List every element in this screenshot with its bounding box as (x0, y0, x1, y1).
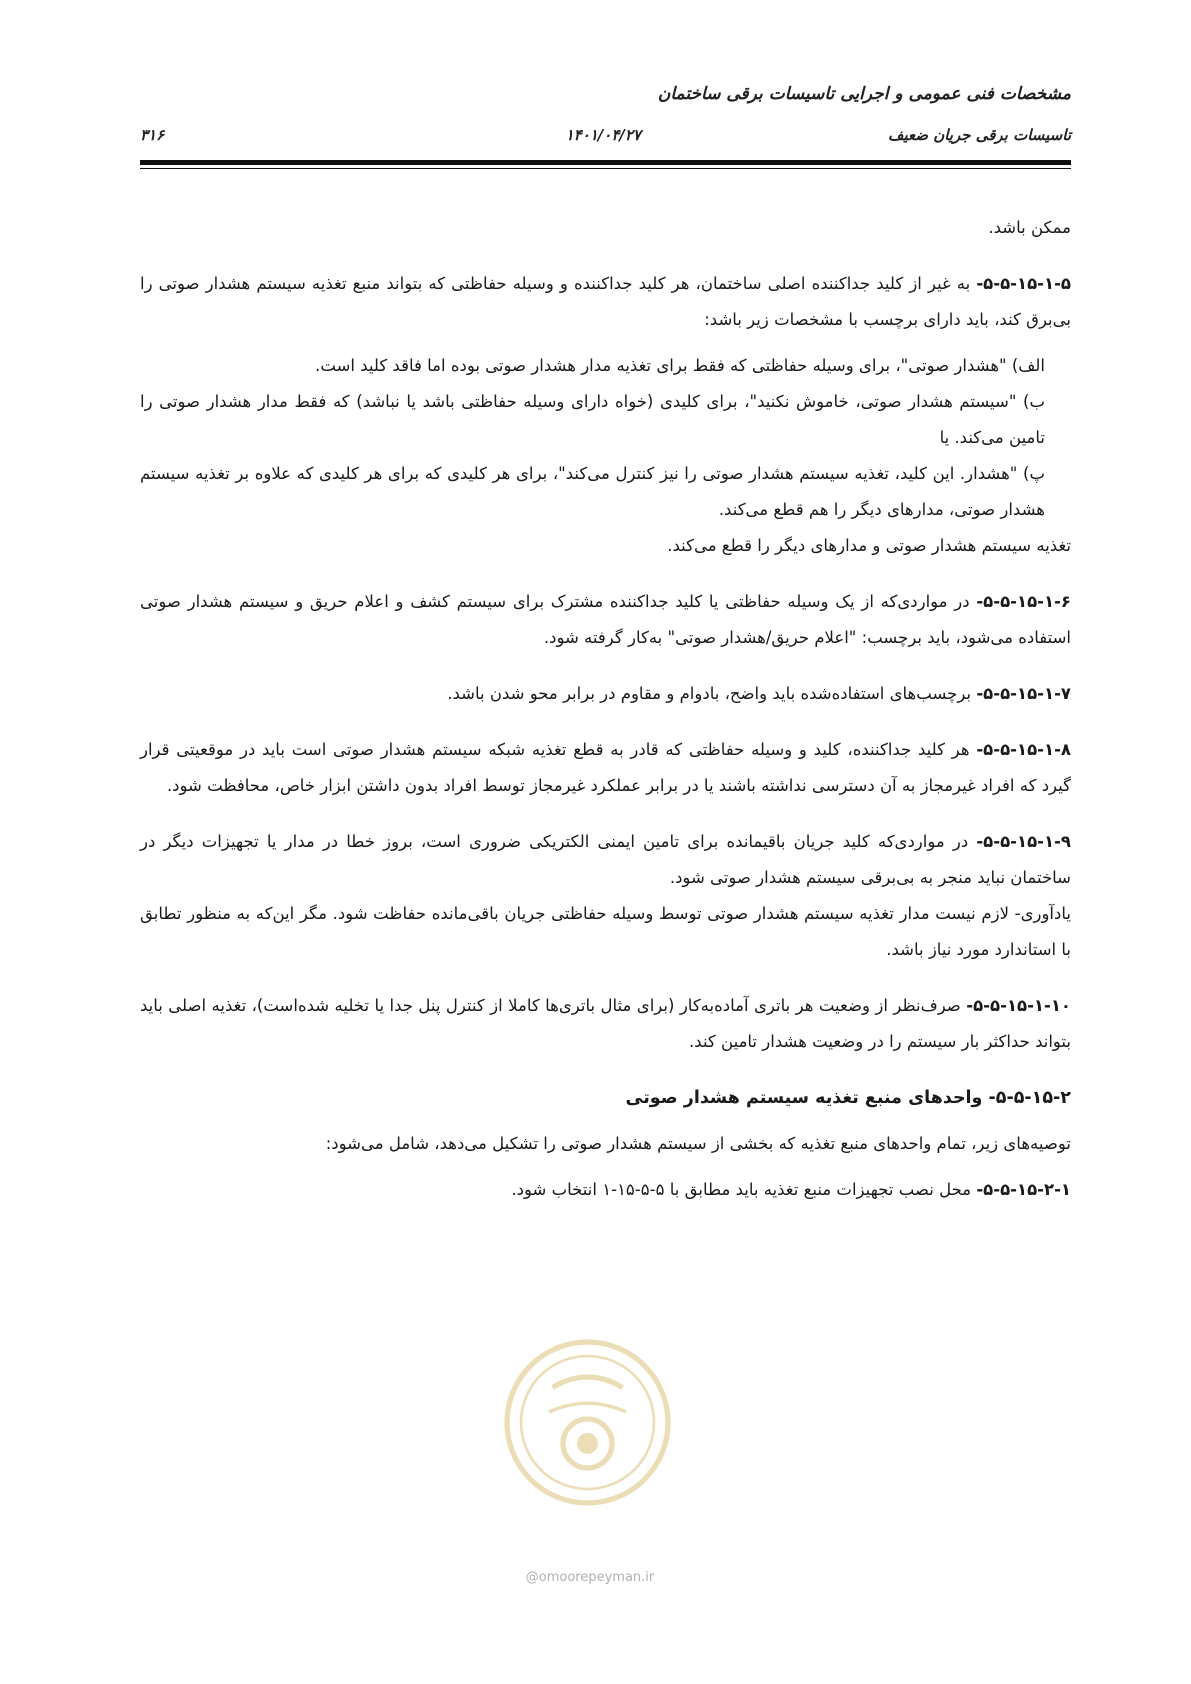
clause-1-7 (140, 676, 1071, 712)
clause-1-9 (140, 824, 1071, 896)
clause-number: ۵-۵-۱۵-۱-۸- (976, 740, 1071, 759)
header-row (140, 126, 1071, 152)
clause-text: هر کلید جداکننده، کلید و وسیله حفاظتی که قادر به قطع تغذیه شبکه سیستم هشدار صوتی است باید در موقعیتی قرار گیرد که افراد غیرمجاز به آن دسترسی نداشته باشند یا در برابر عملکرد غیرمجاز توسط افراد بدون داشتن ابزار خاص، محافظت شود. (140, 740, 1071, 795)
seal-logo-icon (500, 1335, 675, 1510)
header-title: مشخصات فنی عمومی و اجرایی تاسیسات برقی ساختمان (657, 84, 1071, 104)
header-rule-thick (140, 160, 1071, 165)
page-number: ۳۱۶ (140, 126, 165, 144)
clause-1-5 (140, 266, 1071, 338)
watermark-url: @omoorepeyman.ir (525, 1570, 655, 1585)
clause-text: محل نصب تجهیزات منبع تغذیه باید مطابق با ۵-۵-۱۵-۱ انتخاب شود. (511, 1180, 977, 1199)
section-heading: ۵-۵-۱۵-۲- واحدهای منبع تغذیه سیستم هشدار صوتی (625, 1088, 1071, 1108)
header-subtitle: تاسیسات برقی جریان ضعیف (887, 126, 1071, 144)
header-date: ۱۴۰۱/۰۴/۲۷ (565, 126, 641, 144)
clause-number: ۵-۵-۱۵-۱-۶- (976, 592, 1071, 611)
page-header (140, 78, 1071, 170)
clause-text: در مواردی‌که از یک وسیله حفاظتی یا کلید جداکننده مشترک برای سیستم کشف و اعلام حریق و سیستم هشدار صوتی استفاده می‌شود، باید برچسب: "اعلام حریق/هشدار صوتی" به‌کار گرفته شود. (140, 592, 1071, 647)
page-body (140, 210, 1071, 1208)
note-paragraph: یادآوری- لازم نیست مدار تغذیه سیستم هشدار صوتی توسط وسیله حفاظتی جریان باقی‌مانده حفاظت شود. مگر این‌که به منظور تطابق با استاندارد مورد نیاز باشد. (140, 904, 1071, 959)
clause-2-1 (140, 1172, 1071, 1208)
clause-text: به غیر از کلید جداکننده اصلی ساختمان، هر کلید جداکننده و وسیله حفاظتی که بتواند منبع تغذیه سیستم هشدار صوتی را بی‌برق کند، باید دارای برچسب با مشخصات زیر باشد: (140, 274, 1071, 329)
clause-text: در مواردی‌که کلید جریان باقیمانده برای تامین ایمنی الکتریکی ضروری است، بروز خطا در مدار یا تجهیزات دیگر در ساختمان نباید منجر به بی‌برقی سیستم هشدار صوتی شود. (140, 832, 1071, 887)
clause-1-8 (140, 732, 1071, 804)
clause-1-10 (140, 988, 1071, 1060)
list-item-a: الف) "هشدار صوتی"، برای وسیله حفاظتی که فقط برای تغذیه مدار هشدار صوتی بوده اما فاقد کلید است. (315, 356, 1045, 375)
clause-number: ۵-۵-۱۵-۲-۱- (976, 1180, 1071, 1199)
list-item-c: پ) "هشدار. این کلید، تغذیه سیستم هشدار صوتی را نیز کنترل می‌کند"، برای هر کلیدی که برای هر کلیدی که علاوه بر تغذیه سیستم هشدار صوتی، مدارهای دیگر را هم قطع می‌کند. (140, 464, 1045, 519)
list-item-c-tail: تغذیه سیستم هشدار صوتی و مدارهای دیگر را قطع می‌کند. (667, 536, 1071, 555)
clause-number: ۵-۵-۱۵-۱-۱۰- (966, 996, 1071, 1015)
clause-number: ۵-۵-۱۵-۱-۷- (976, 684, 1071, 703)
clause-number: ۵-۵-۱۵-۱-۹- (976, 832, 1071, 851)
clause-number: ۵-۵-۱۵-۱-۵- (976, 274, 1071, 293)
paragraph-continuation: ممکن باشد. (988, 218, 1071, 237)
list-item-b: ب) "سیستم هشدار صوتی، خاموش نکنید"، برای کلیدی (خواه دارای وسیله حفاظتی باشد یا نباشد) که فقط مدار هشدار صوتی را تامین می‌کند. یا (140, 392, 1045, 447)
header-rule-thin (140, 168, 1071, 169)
clause-text: صرف‌نظر از وضعیت هر باتری آماده‌به‌کار (برای مثال باتری‌ها کاملا از کنترل پنل جدا یا تخلیه شده‌است)، تغذیه اصلی باید بتواند حداکثر بار سیستم را در وضعیت هشدار تامین کند. (140, 996, 1071, 1051)
clause-text: برچسب‌های استفاده‌شده باید واضح، بادوام و مقاوم در برابر محو شدن باشد. (447, 684, 977, 703)
section-intro: توصیه‌های زیر، تمام واحدهای منبع تغذیه که بخشی از سیستم هشدار صوتی را تشکیل می‌دهد، شامل می‌شود: (325, 1134, 1071, 1153)
clause-1-6 (140, 584, 1071, 656)
